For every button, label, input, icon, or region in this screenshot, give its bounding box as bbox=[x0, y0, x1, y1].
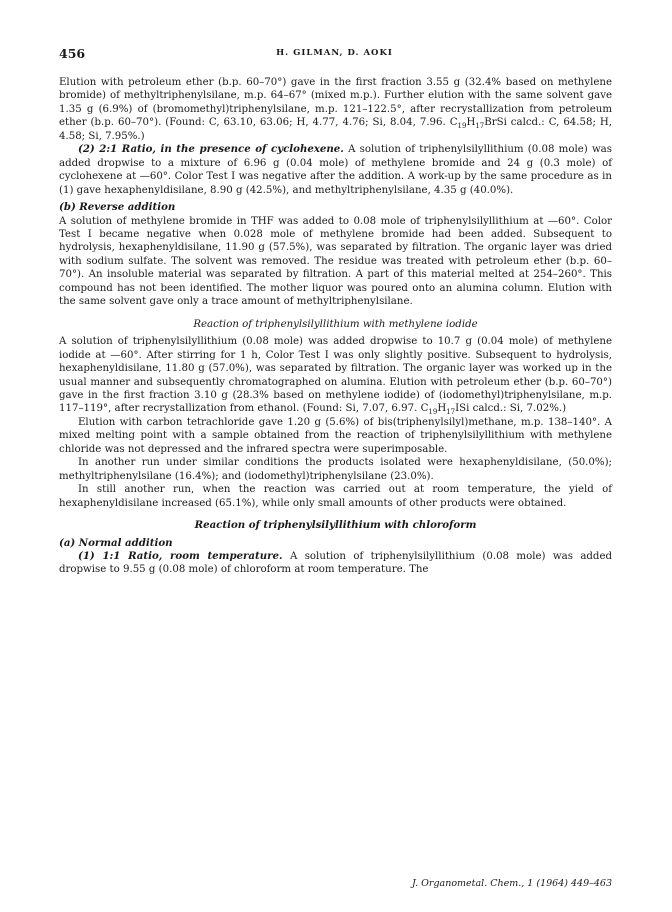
page-number: 456 bbox=[59, 46, 86, 61]
heading-reverse-addition: (b) Reverse addition bbox=[59, 201, 176, 214]
paragraph-reverse-addition: A solution of methylene bromide in THF was added to 0.08 mole of triphenylsilyllithium at —60°. Color Test I became negative when 0.028 mole of methylene bromide had been added. Subsequent to hydrolysis, hexaphenyldisilane, 11.90 g (57.5%), was separated by filtration. The organic layer was dried with sodium sulfate. The solvent was removed. The residue was treated with petroleum ether (b.p. 60–70°). An insoluble material was separated by filtration. A part of this material melted at 254–260°. This compound has not been identified. The mother liquor was poured onto an alumina column. Elution with the same solvent gave only a trace amount of methyltriphenylsilane. bbox=[59, 215, 612, 308]
paragraph-methylene-iodide: A solution of triphenylsilyllithium (0.08 mole) was added dropwise to 10.7 g (0.04 mole) of methylene iodide at —60°. After stirring for 1 h, Color Test I was only slightly positive. Subsequent to hydrolysis, hexaphenyldisilane, 11.80 g (57.0%), was separated by filtration. The organic layer was worked up in the usual manner and subsequently chromatographed on alumina. Elution with petroleum ether (b.p. 60–70°) gave in the first fraction 3.10 g (28.3% based on methylene iodide) of (iodomethyl)triphenylsilane, m.p. 117–119°, after recrystallization from ethanol. (Found: Si, 7.07, 6.97. $C_{19}H_{17}ISi$ calcd.: Si, 7.02%.) bbox=[59, 336, 612, 417]
section-title-methylene-iodide: Reaction of triphenylsilyllithium with methylene iodide bbox=[193, 318, 478, 330]
subsection-label: (2) 2:1 Ratio, in the presence of cyclohexene. bbox=[78, 143, 344, 156]
paragraph-carbon-tetrachloride: Elution with carbon tetrachloride gave 1.20 g (5.6%) of bis(triphenylsilyl)methane, m.p. 138–140°. A mixed melting point with a sample obtained from the reaction of triphenylsilyllithium with methylene chloride was not depressed and the infrared spectra were superimposable. bbox=[59, 416, 612, 455]
paragraph-cyclohexene: (2) 2:1 Ratio, in the presence of cyclohexene. A solution of triphenylsilyllithium (0.08 mole) was added dropwise to a mixture of 6.96 g (0.04 mole) of methylene bromide and 24 g (0.3 mole) of cyclohexene at —60°. Color Test I was negative after the addition. A work-up by the same procedure as in (1) gave hexaphenyldisilane, 8.90 g (42.5%), and methyltriphenylsilane, 4.35 g (40.0%). bbox=[59, 143, 612, 196]
heading-normal-addition: (a) Normal addition bbox=[59, 536, 173, 549]
subsection-label: (1) 1:1 Ratio, room temperature. bbox=[78, 549, 283, 562]
paragraph-room-temperature-run: In still another run, when the reaction was carried out at room temperature, the yield of hexaphenyldisilane increased (65.1%), while only small amounts of other products were obtained. bbox=[59, 484, 612, 509]
page-header bbox=[59, 46, 610, 62]
running-head-authors: H. GILMAN, D. AOKI bbox=[276, 48, 393, 58]
paragraph-elution-bromide: Elution with petroleum ether (b.p. 60–70°) gave in the first fraction 3.55 g (32.4% based on methylene bromide) of methyltriphenylsilane, m.p. 64–67° (mixed m.p.). Further elution with the same solvent gave 1.35 g (6.9%) of (bromomethyl)triphenylsilane, m.p. 121–122.5°, after recrystallization from petroleum ether (b.p. 60–70°). (Found: C, 63.10, 63.06; H, 4.77, 4.76; Si, 8.04, 7.96. $C_{19}H_{17}BrSi$ calcd.: C, 64.58; H, 4.58; Si, 7.95%.) bbox=[59, 77, 613, 142]
paragraph-chloroform-ratio: (1) 1:1 Ratio, room temperature. A solution of triphenylsilyllithium (0.08 mole) was added dropwise to 9.55 g (0.08 mole) of chloroform at room temperature. The bbox=[59, 549, 612, 576]
article-body bbox=[59, 76, 612, 577]
paragraph-another-run: In another run under similar conditions the products isolated were hexaphenyldisilane, (50.0%); methyltriphenylsilane (16.4%); and (iodomethyl)triphenylsilane (23.0%). bbox=[59, 457, 612, 482]
section-title-chloroform: Reaction of triphenylsilyllithium with chloroform bbox=[194, 519, 477, 532]
journal-citation-footer: J. Organometal. Chem., 1 (1964) 449–463 bbox=[412, 878, 612, 889]
